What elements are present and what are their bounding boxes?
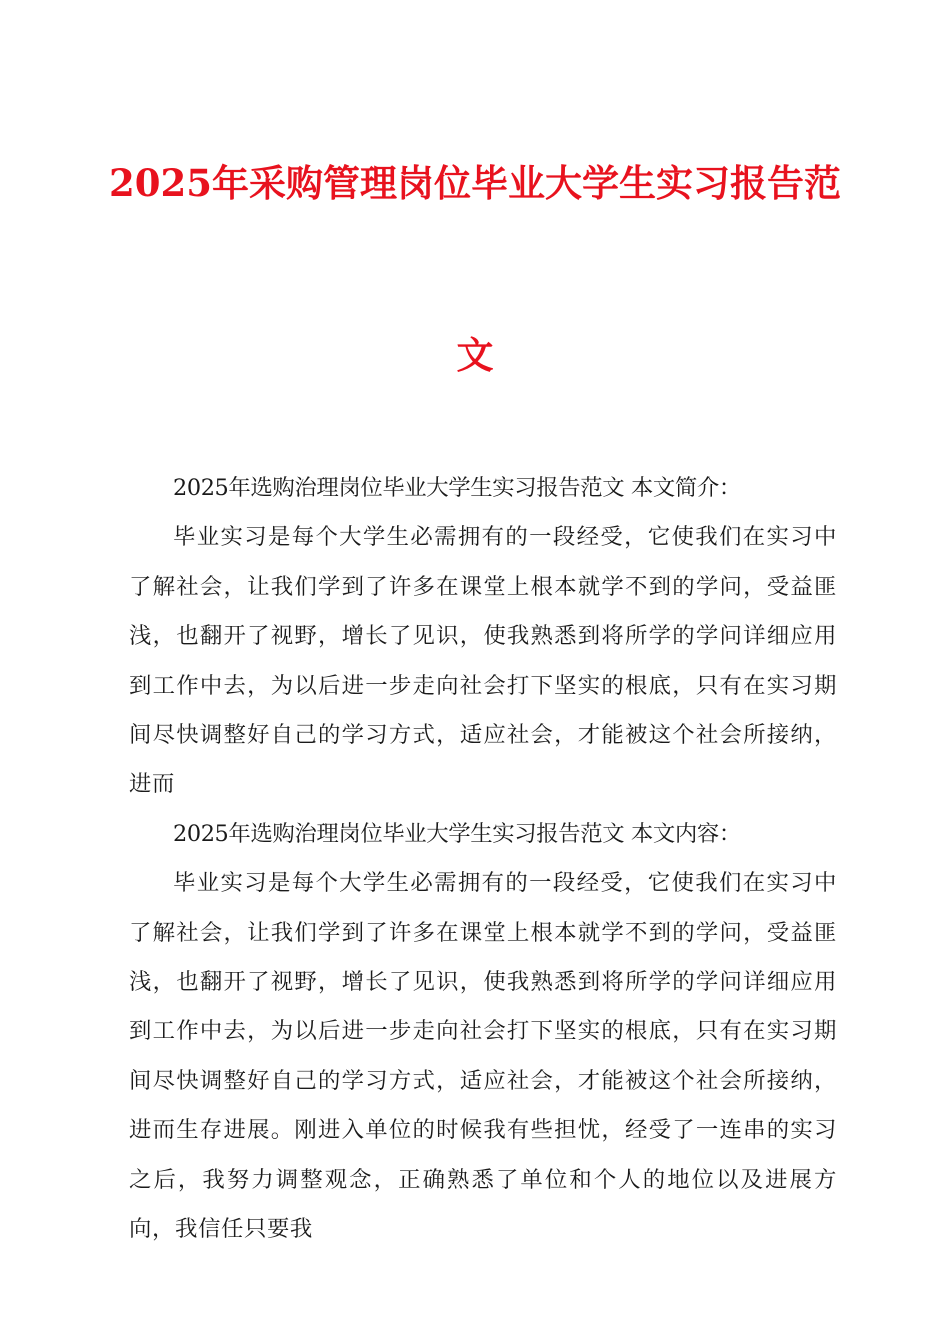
summary-heading: 2025年选购治理岗位毕业大学生实习报告范文 本文简介： (173, 475, 741, 501)
document-title-line-2: 文 (456, 333, 494, 377)
document-title-line-1: 2025年采购管理岗位毕业大学生实习报告范 (109, 161, 841, 205)
summary-paragraph: 毕业实习是每个大学生必需拥有的一段经受，它使我们在实习中了解社会，让我们学到了许多在课堂上根本就学不到的学问，受益匪浅，也翻开了视野，增长了见识，使我熟悉到将所学的学问详细应用到工作中去，为以后进一步走向社会打下坚实的根底，只有在实习期间尽快调整好自己的学习方式，适应社会，才能被这个社会所接纳，进而 (129, 524, 837, 798)
content-paragraph: 毕业实习是每个大学生必需拥有的一段经受，它使我们在实习中了解社会，让我们学到了许多在课堂上根本就学不到的学问，受益匪浅，也翻开了视野，增长了见识，使我熟悉到将所学的学问详细应用到工作中去，为以后进一步走向社会打下坚实的根底，只有在实习期间尽快调整好自己的学习方式，适应社会，才能被这个社会所接纳，进而生存进展。刚进入单位的时候我有些担忧，经受了一连串的实习之后，我努力调整观念，正确熟悉了单位和个人的地位以及进展方向，我信任只要我 (129, 870, 837, 1243)
content-heading: 2025年选购治理岗位毕业大学生实习报告范文 本文内容： (173, 820, 741, 847)
document-body (129, 464, 837, 1255)
